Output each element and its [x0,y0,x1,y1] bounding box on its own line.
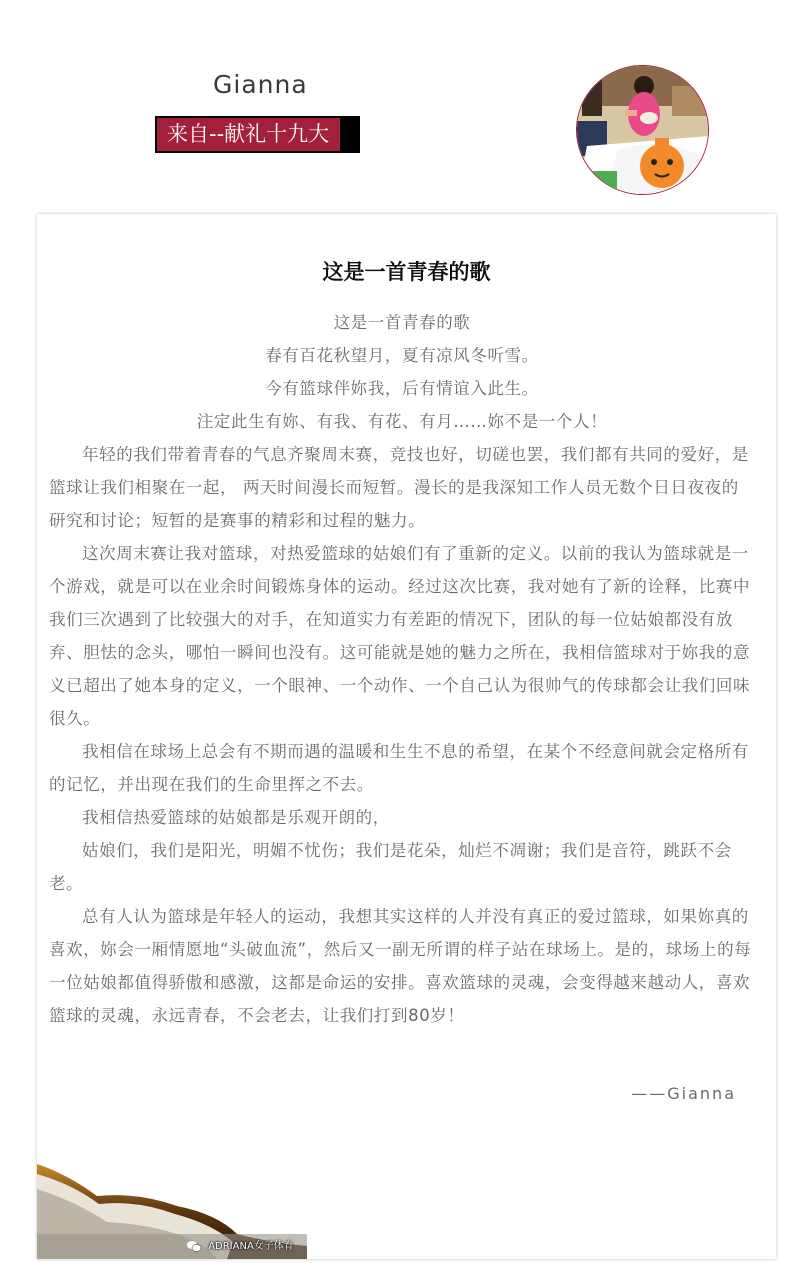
signature: ——Gianna [631,1084,736,1103]
avatar-photo [577,66,709,195]
paragraph: 年轻的我们带着青春的气息齐聚周末赛，竞技也好，切磋也罢，我们都有共同的爱好，是篮球让我们相聚在一起， 两天时间漫长而短暂。漫长的是我深知工作人员无数个日日夜夜的研究和讨论；短暂的是赛事的精彩和过程的魅力。 [49,445,749,530]
poem-line: 春有百花秋望月，夏有凉风冬听雪。 [265,346,539,365]
poem-line: 注定此生有妳、有我、有花、有月……妳不是一个人！ [196,412,608,431]
poem-line: 这是一首青春的歌 [333,313,471,332]
watermark-text: ADRIANA女子体育 [208,1241,294,1252]
paragraph: 总有人认为篮球是年轻人的运动，我想其实这样的人并没有真正的爱过篮球，如果妳真的喜欢，妳会一厢情愿地“头破血流”，然后又一副无所谓的样子站在球场上。是的，球场上的每一位姑娘都值得骄傲和感激，这都是命运的安排。喜欢篮球的灵魂，会变得越来越动人，喜欢篮球的灵魂，永远青春，不会老去，让我们打到80岁！ [49,907,752,1025]
paragraph: 姑娘们，我们是阳光，明媚不忧伤；我们是花朵，灿烂不凋谢；我们是音符，跳跃不会老。 [49,841,732,893]
article-body [49,306,755,1032]
poem-line: 今有篮球伴妳我，后有情谊入此生。 [265,379,539,398]
wechat-icon [187,1241,201,1252]
avatar [576,65,709,195]
article-title: 这是一首青春的歌 [322,260,491,284]
paragraph: 我相信在球场上总会有不期而遇的温暖和生生不息的希望，在某个不经意间就会定格所有的记忆，并出现在我们的生命里挥之不去。 [49,742,749,794]
paragraph: 我相信热爱篮球的姑娘都是乐观开朗的， [82,808,390,827]
paragraph: 这次周末赛让我对篮球，对热爱篮球的姑娘们有了重新的定义。以前的我认为篮球就是一个游戏，就是可以在业余时间锻炼身体的运动。经过这次比赛，我对她有了新的诠释，比赛中我们三次遇到了比较强大的对手，在知道实力有差距的情况下，团队的每一位姑娘都没有放弃、胆怯的念头，哪怕一瞬间也没有。这可能就是她的魅力之所在，我相信篮球对于妳我的意义已超出了她本身的定义，一个眼神、一个动作、一个自己认为很帅气的传球都会让我们回味很久。 [49,544,751,728]
source-tag-label: 来自--献礼十九大 [157,118,340,151]
watermark [187,1237,294,1252]
article-card [37,214,776,1259]
source-tag [155,116,360,153]
author-name: Gianna [213,70,308,99]
